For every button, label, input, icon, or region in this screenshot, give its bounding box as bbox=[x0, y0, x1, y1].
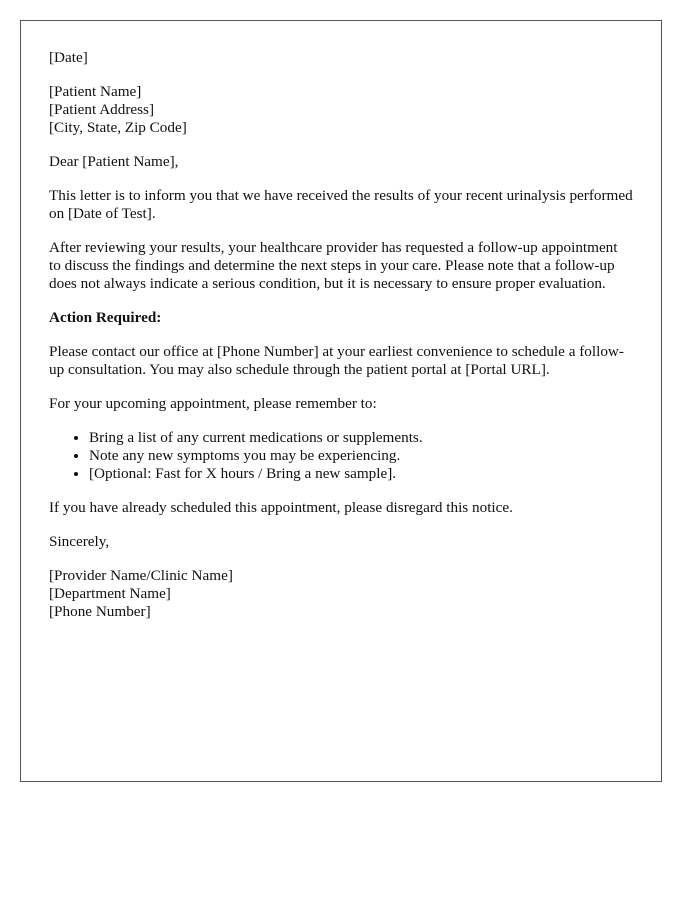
action-required-heading: Action Required: bbox=[49, 309, 162, 326]
intro-paragraph: This letter is to inform you that we have received the results of your recent urinalysis performed on [Date of Test]. bbox=[49, 187, 633, 222]
review-paragraph: After reviewing your results, your healthcare provider has requested a follow-up appointment to discuss the findings and determine the next steps in your care. Please note that a follow-up does not always indicate a serious condition, but it is necessary to ensure proper evaluation. bbox=[49, 239, 618, 292]
recipient-address: [Patient Address] bbox=[49, 101, 155, 118]
signature-block bbox=[49, 567, 633, 621]
reminder-item-optional: • [Optional: Fast for X hours / Bring a new sample]. bbox=[89, 465, 633, 483]
salutation: Dear [Patient Name], bbox=[49, 153, 179, 170]
contact-paragraph: Please contact our office at [Phone Number] at your earliest convenience to schedule a follow-up consultation. You may also schedule through the patient portal at [Portal URL]. bbox=[49, 343, 624, 378]
letter-document bbox=[20, 20, 662, 782]
reminder-item-medications: • Bring a list of any current medications or supplements. bbox=[89, 429, 633, 447]
reminder-item-symptoms: • Note any new symptoms you may be experiencing. bbox=[89, 447, 633, 465]
recipient-city-state-zip: [City, State, Zip Code] bbox=[49, 119, 187, 136]
reminder-list bbox=[49, 429, 633, 483]
signature-phone: [Phone Number] bbox=[49, 603, 151, 620]
reminder-intro: For your upcoming appointment, please remember to: bbox=[49, 395, 377, 412]
signature-provider: [Provider Name/Clinic Name] bbox=[49, 567, 233, 584]
letter-date: [Date] bbox=[49, 49, 88, 66]
recipient-address-block bbox=[49, 83, 633, 137]
closing: Sincerely, bbox=[49, 533, 110, 550]
recipient-name: [Patient Name] bbox=[49, 83, 142, 100]
signature-department: [Department Name] bbox=[49, 585, 171, 602]
disregard-paragraph: If you have already scheduled this appointment, please disregard this notice. bbox=[49, 499, 513, 516]
